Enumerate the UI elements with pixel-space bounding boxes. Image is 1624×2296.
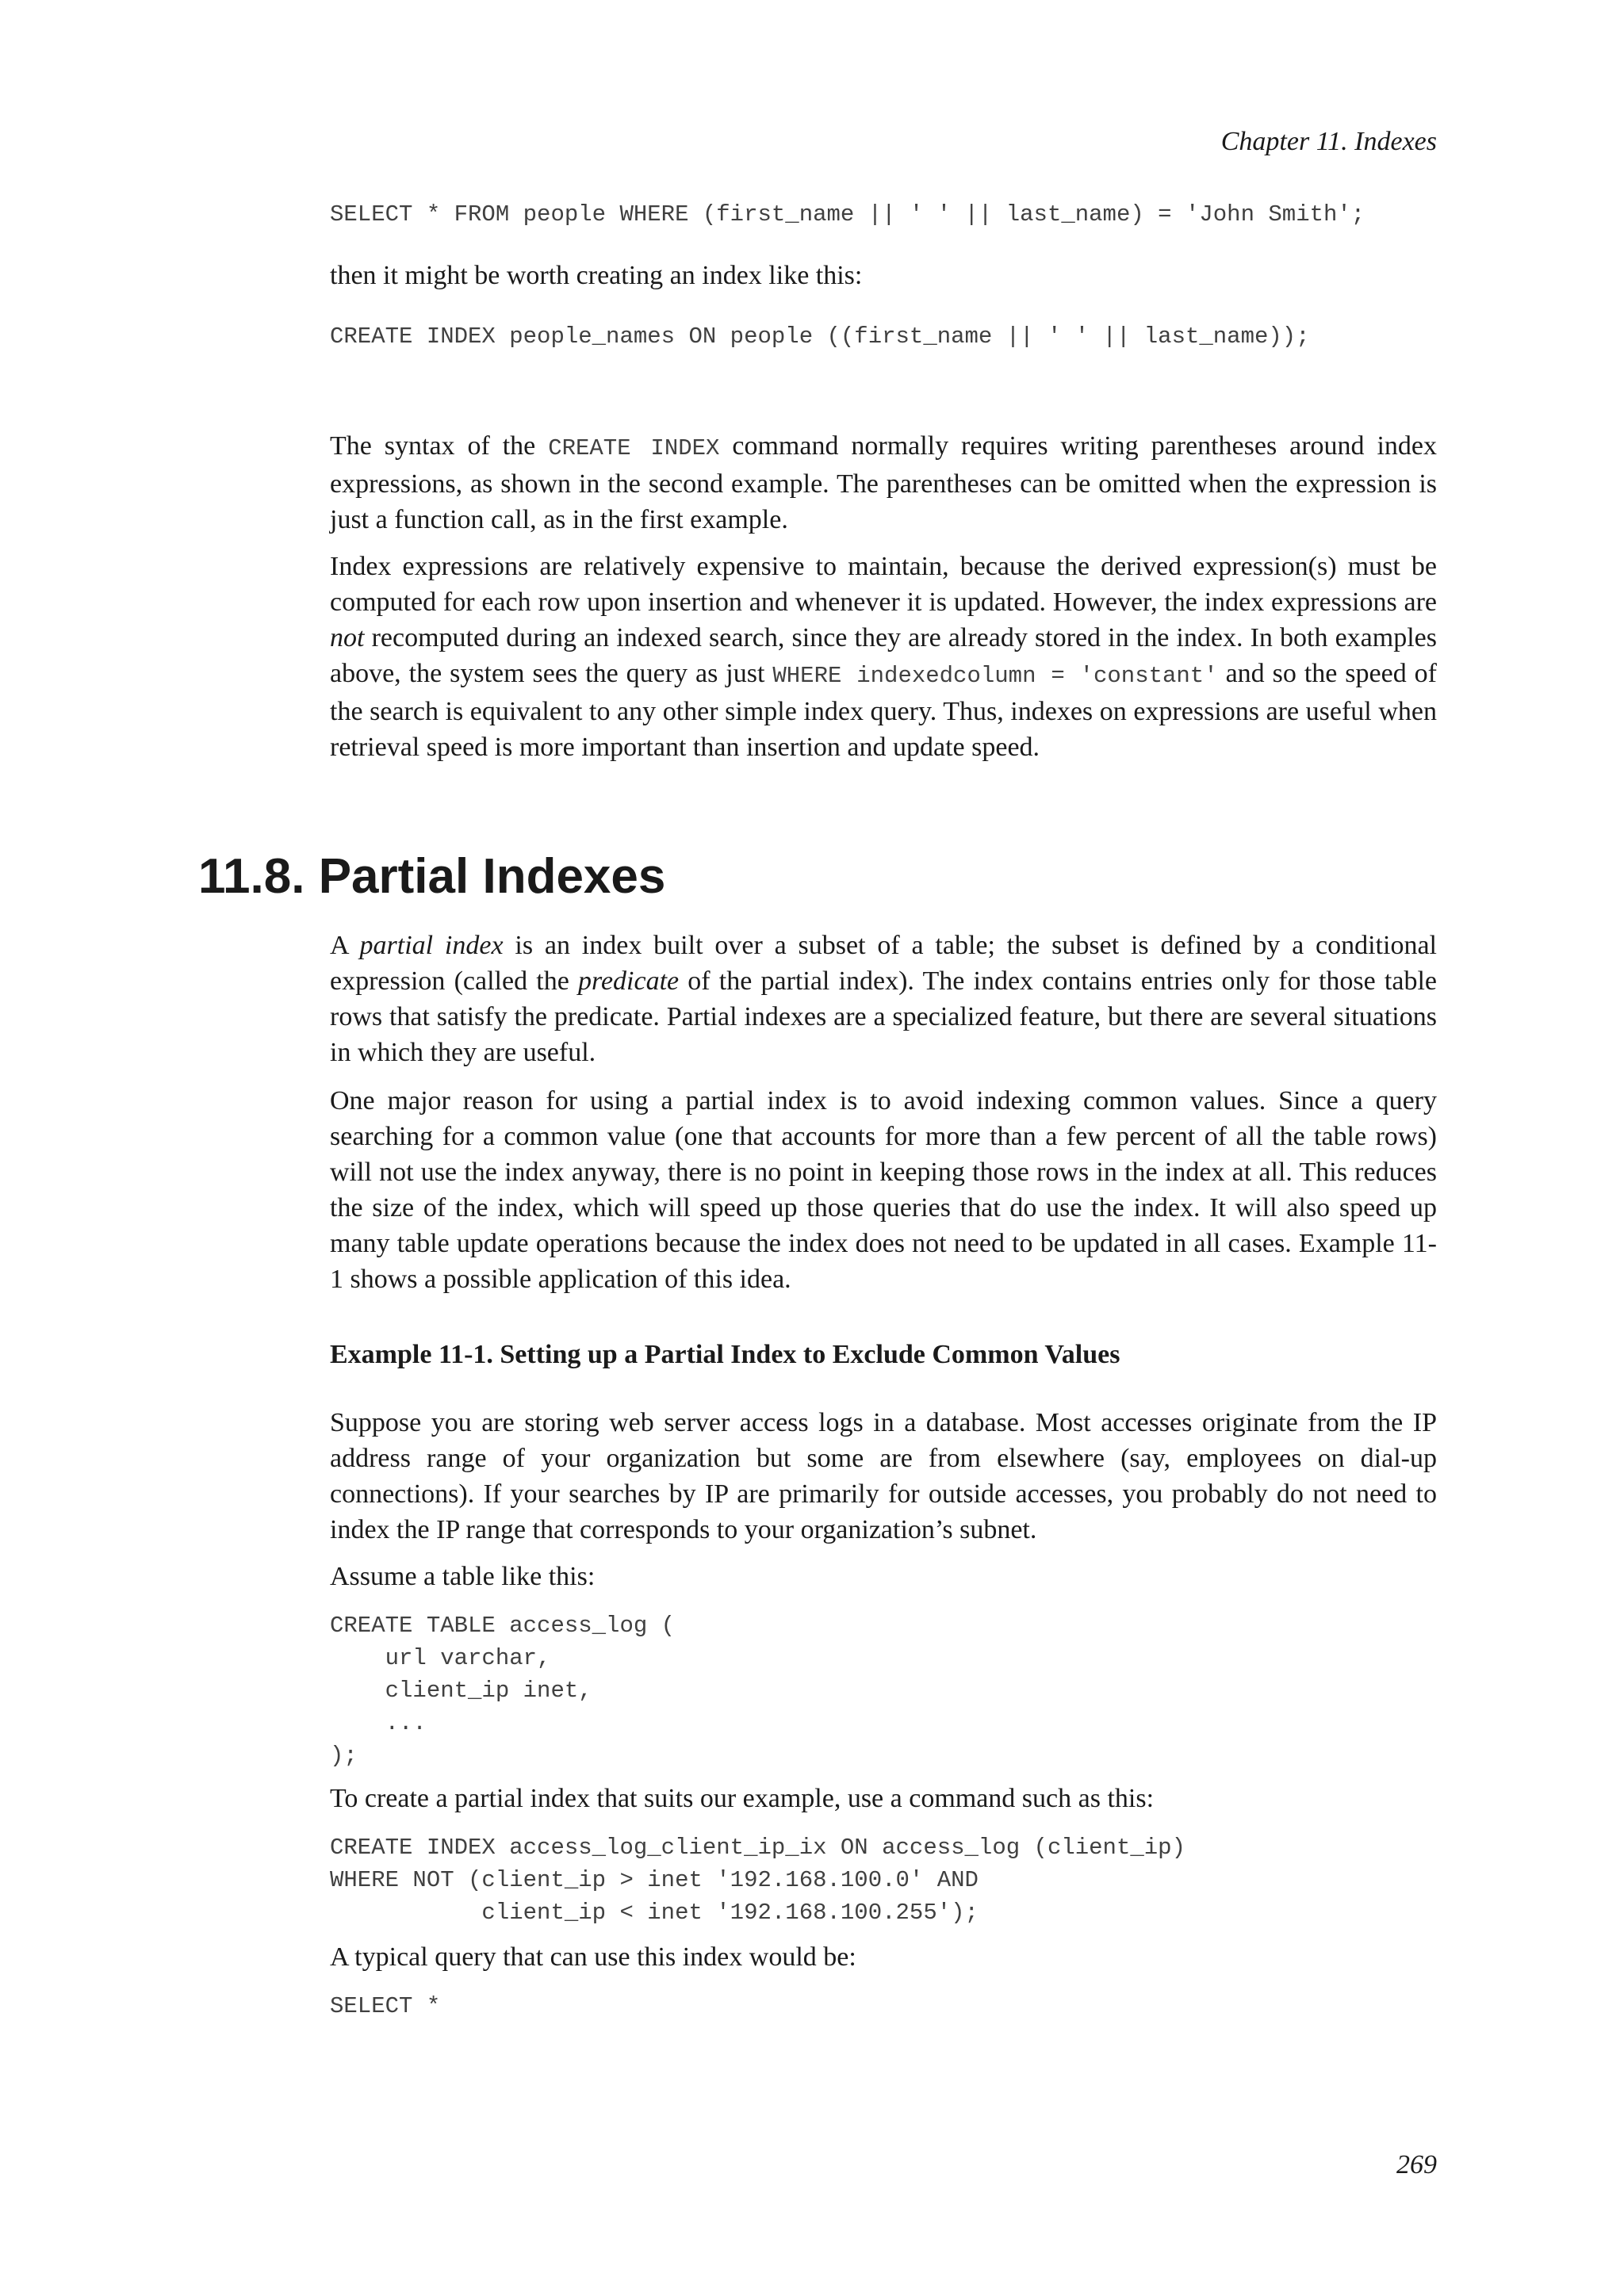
code-block-create-table: CREATE TABLE access_log ( url varchar, client_ip inet, ... ); [330, 1613, 676, 1769]
code-block-select-star: SELECT * [330, 1993, 441, 2019]
code-block-create-partial-index: CREATE INDEX access_log_client_ip_ix ON access_log (client_ip) WHERE NOT (client_ip > inet '192.168.100.0' AND client_ip < inet '192.168.100.255'); [330, 1835, 1185, 1926]
paragraph-partial-index-definition: A partial index is an index built over a subset of a table; the subset is defined by a conditional expression (called the predicate of the partial index). The index contains entries only for those table rows that satisfy the predicate. Partial indexes are a specialized feature, but there are several situations in which they are useful. [330, 931, 1437, 1067]
code-block-select-people: SELECT * FROM people WHERE (first_name || ' ' || last_name) = 'John Smith'; [330, 201, 1365, 228]
paragraph-syntax: The syntax of the CREATE INDEX command normally requires writing parentheses around index expressions, as shown in the second example. The parentheses can be omitted when the expression is just a function call, as in the first example. [330, 431, 1437, 534]
paragraph-intro-index: then it might be worth creating an index like this: [330, 261, 863, 290]
running-header: Chapter 11. Indexes [1220, 127, 1437, 156]
inline-code-create-index: CREATE INDEX [548, 435, 720, 461]
paragraph-typical-query: A typical query that can use this index would be: [330, 1942, 856, 1972]
paragraph-create-partial-index: To create a partial index that suits our example, use a command such as this: [330, 1784, 1155, 1813]
page-number: 269 [1396, 2150, 1437, 2179]
paragraph-index-expressions-cost: Index expressions are relatively expensive to maintain, because the derived expression(s) must be computed for each row upon insertion and whenever it is updated. However, the index expressions are not recomputed during an indexed search, since they are already stored in the index. In both examples above, the system sees the query as just WHERE indexedcolumn = 'constant' and so the speed of the search is equivalent to any other simple index query. Thus, indexes on expressions are useful when retrieval speed is more important than insertion and update speed. [330, 552, 1437, 762]
example-title: Example 11-1. Setting up a Partial Index to Exclude Common Values [330, 1340, 1120, 1369]
paragraph-assume-table: Assume a table like this: [330, 1562, 596, 1591]
paragraph-access-logs: Suppose you are storing web server access logs in a database. Most accesses originate from the IP address range of your organization but some are from elsewhere (say, employees on dial-up connections). If your searches by IP are primarily for outside accesses, you probably do not need to index the IP range that corresponds to your organization’s subnet. [330, 1408, 1437, 1544]
code-block-create-index-names: CREATE INDEX people_names ON people ((first_name || ' ' || last_name)); [330, 323, 1310, 350]
paragraph-common-values: One major reason for using a partial index is to avoid indexing common values. Since a query searching for a common value (one that accounts for more than a few percent of all the table rows) will not use the index anyway, there is no point in keeping those rows in the index at all. This reduces the size of the index, which will speed up those queries that do use the index. It will also speed up many table update operations because the index does not need to be updated in all cases. Example 11-1 shows a possible application of this idea. [330, 1086, 1437, 1294]
inline-code-where-indexedcolumn: WHERE indexedcolumn = 'constant' [772, 663, 1218, 689]
section-title: 11.8. Partial Indexes [198, 849, 666, 904]
